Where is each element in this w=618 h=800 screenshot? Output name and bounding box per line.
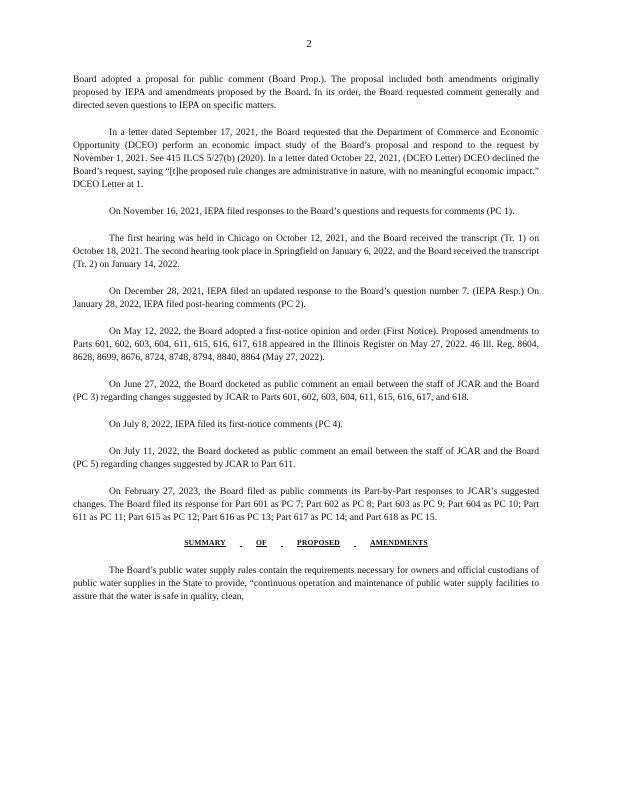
paragraph-iepa-responses: On November 16, 2021, IEPA filed responses to the Board’s questions and requests for comments (PC 1). — [109, 206, 515, 217]
paragraph-board-proposal: Board adopted a proposal for public comment (Board Prop.). The proposal included both amendments originally proposed by IEPA and amendments proposed by the Board. In its order, the Board requested comment generally and directed seven questions to IEPA on specific matters. — [73, 74, 539, 111]
page-number: 2 — [306, 38, 312, 50]
paragraph-hearings: The first hearing was held in Chicago on October 12, 2021, and the Board received the transcript (Tr. 1) on October 18, 2021. The second hearing took place in Springfield on January 6, 2022, and the Board received the transcript (Tr. 2) on January 14, 2022. — [73, 233, 539, 270]
section-heading — [73, 536, 539, 549]
document-body — [73, 73, 539, 617]
paragraph-jcar-email-july: On July 11, 2022, the Board docketed as public comment an email between the staff of JCAR and the Board (PC 5) regarding changes suggested by JCAR to Part 611. — [73, 446, 539, 470]
heading-word: SUMMARY — [184, 538, 226, 547]
paragraph-part-responses: On February 27, 2023, the Board filed as public comments its Part-by-Part responses to JCAR’s suggested changes. The Board filed its response for Part 601 as PC 7; Part 602 as PC 8; Part 603 as PC 9; Part 604 as PC 10; Part 611 as PC 11; Part 615 as PC 12; Part 616 as PC 13; Part 617 as PC 14; and Part 618 as PC 15. — [73, 486, 539, 523]
paragraph-summary: The Board’s public water supply rules contain the requirements necessary for owners and official custodians of public water supplies in the State to provide, “continuous operation and maintenance of public water supply facilities to assure that the water is safe in quality, clean, — [73, 565, 539, 602]
heading-word: AMENDMENTS — [370, 538, 428, 547]
paragraph-first-notice-comments: On July 8, 2022, IEPA filed its first-notice comments (PC 4). — [109, 419, 343, 430]
heading-word: PROPOSED — [297, 538, 340, 547]
heading-word: OF — [255, 538, 267, 547]
paragraph-dceo-letter: In a letter dated September 17, 2021, the Board requested that the Department of Commerce and Economic Opportunity (DCEO) perform an economic impact study of the Board’s proposal and respond to the request by November 1, 2021. See 415 ILCS 5/27(b) (2020). In a letter dated October 22, 2021, (DCEO Letter) DCEO declined the Board’s request, saying “[t]he proposed rule changes are administrative in nature, with no meaningful economic impact.” DCEO Letter at 1. — [73, 127, 539, 190]
paragraph-first-notice: On May 12, 2022, the Board adopted a first-notice opinion and order (First Notice). Proposed amendments to Parts 601, 602, 603, 604, 611, 615, 616, 617, 618 appeared in the Illinois Register on May 27, 2022. 46 Ill. Reg. 8604, 8628, 8699, 8676, 8724, 8748, 8794, 8840, 8864 (May 27, 2022). — [73, 326, 539, 363]
paragraph-jcar-email-june: On June 27, 2022, the Board docketed as public comment an email between the staff of JCAR and the Board (PC 3) regarding changes suggested by JCAR to Parts 601, 602, 603, 604, 611, 615, 616, 617, and 618. — [73, 379, 539, 403]
paragraph-updated-response: On December 28, 2021, IEPA filed an updated response to the Board’s question number 7. (IEPA Resp.) On January 28, 2022, IEPA filed post-hearing comments (PC 2). — [73, 286, 539, 310]
